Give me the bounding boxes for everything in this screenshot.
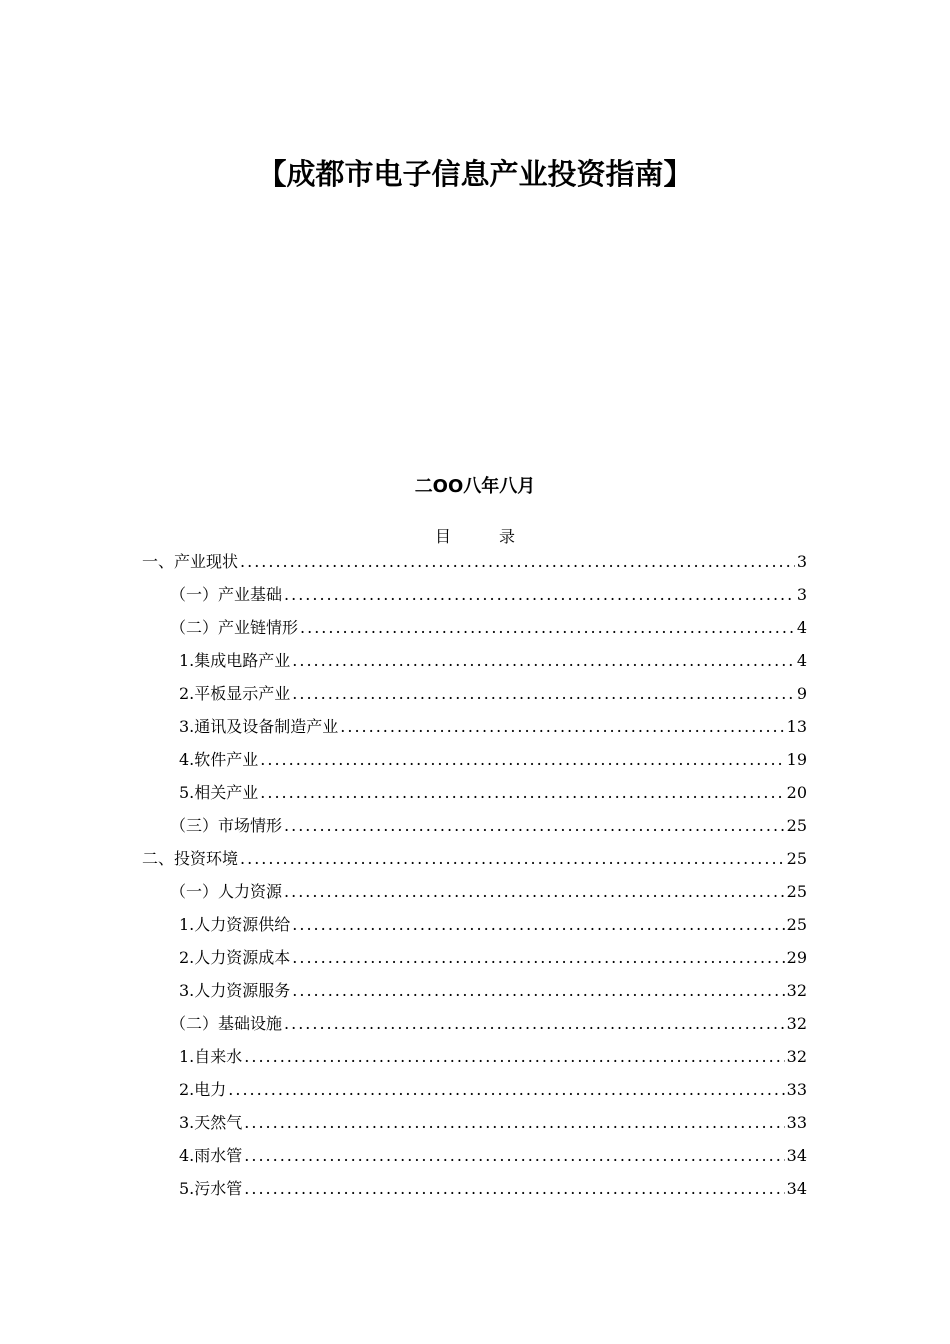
toc-entry[interactable] (142, 875, 807, 908)
document-title: 【成都市电子信息产业投资指南】 (257, 157, 693, 191)
toc-entry-page: 25 (786, 816, 807, 835)
toc-entry-label: （三）市场情形 (170, 816, 283, 835)
toc-entry-page: 19 (786, 750, 807, 769)
toc-entry-page: 3 (796, 585, 807, 604)
toc-leader-dots (340, 710, 784, 743)
toc-entry-page: 13 (786, 717, 807, 736)
toc-entry-page: 9 (796, 684, 807, 703)
toc-entry-label: 2.电力 (179, 1080, 227, 1099)
toc-leader-dots (284, 875, 785, 908)
toc-entry-page: 33 (786, 1080, 807, 1099)
toc-entry-label: 3.人力资源服务 (179, 981, 291, 1000)
toc-entry-label: （一）产业基础 (170, 585, 283, 604)
toc-entry[interactable] (142, 743, 807, 776)
toc-entry-label: 2.平板显示产业 (179, 684, 291, 703)
toc-entry-label: 5.污水管 (179, 1179, 243, 1198)
toc-entry-page: 33 (786, 1113, 807, 1132)
toc-leader-dots (240, 842, 785, 875)
toc-entry-label: 1.人力资源供给 (179, 915, 291, 934)
toc-leader-dots (292, 974, 784, 1007)
toc-entry-page: 32 (786, 1014, 807, 1033)
toc-entry-page: 25 (786, 915, 807, 934)
toc-entry-label: （二）产业链情形 (170, 618, 299, 637)
toc-entry[interactable] (142, 710, 807, 743)
toc-leader-dots (300, 611, 795, 644)
toc-leader-dots (244, 1106, 784, 1139)
toc-entry[interactable] (142, 1139, 807, 1172)
toc-entry-label: 1.自来水 (179, 1047, 243, 1066)
toc-entry-label: （一）人力资源 (170, 882, 283, 901)
toc-leader-dots (292, 677, 795, 710)
toc-leader-dots (260, 776, 784, 809)
toc-entry-page: 3 (796, 552, 807, 571)
toc-entry[interactable] (142, 842, 807, 875)
toc-entry-label: 5.相关产业 (179, 783, 259, 802)
toc-entry-page: 34 (786, 1179, 807, 1198)
toc-entry[interactable] (142, 908, 807, 941)
toc-entry-page: 25 (786, 849, 807, 868)
toc-leader-dots (244, 1040, 784, 1073)
toc-entry-label: 3.通讯及设备制造产业 (179, 717, 339, 736)
toc-entry-label: 1.集成电路产业 (179, 651, 291, 670)
document-date: 二OO八年八月 (414, 476, 536, 497)
toc-entry[interactable] (142, 1172, 807, 1205)
toc-entry-page: 4 (796, 651, 807, 670)
toc-leader-dots (240, 545, 795, 578)
toc-entry-page: 34 (786, 1146, 807, 1165)
toc-entry-page: 4 (796, 618, 807, 637)
toc-entry-page: 29 (786, 948, 807, 967)
toc-entry-label: 2.人力资源成本 (179, 948, 291, 967)
toc-entry[interactable] (142, 1007, 807, 1040)
toc-entry[interactable] (142, 644, 807, 677)
toc-entry[interactable] (142, 1040, 807, 1073)
toc-entry-label: （二）基础设施 (170, 1014, 283, 1033)
toc-entry-page: 32 (786, 1047, 807, 1066)
toc-leader-dots (284, 809, 785, 842)
toc-entry-page: 25 (786, 882, 807, 901)
toc-leader-dots (244, 1139, 784, 1172)
toc-entry[interactable] (142, 611, 807, 644)
table-of-contents (142, 545, 807, 1205)
toc-entry[interactable] (142, 545, 807, 578)
toc-entry-label: 3.天然气 (179, 1113, 243, 1132)
toc-leader-dots (284, 578, 795, 611)
toc-leader-dots (292, 908, 784, 941)
toc-leader-dots (260, 743, 784, 776)
toc-entry[interactable] (142, 776, 807, 809)
toc-entry-label: 二、投资环境 (142, 849, 239, 868)
toc-entry[interactable] (142, 809, 807, 842)
toc-entry[interactable] (142, 1073, 807, 1106)
toc-entry[interactable] (142, 677, 807, 710)
toc-entry-label: 4.雨水管 (179, 1146, 243, 1165)
toc-entry-page: 32 (786, 981, 807, 1000)
toc-entry[interactable] (142, 941, 807, 974)
toc-entry-page: 20 (786, 783, 807, 802)
toc-leader-dots (284, 1007, 785, 1040)
toc-leader-dots (292, 941, 784, 974)
toc-entry-label: 4.软件产业 (179, 750, 259, 769)
toc-leader-dots (244, 1172, 784, 1205)
toc-leader-dots (228, 1073, 784, 1106)
toc-entry-label: 一、产业现状 (142, 552, 239, 571)
toc-entry[interactable] (142, 1106, 807, 1139)
toc-entry[interactable] (142, 578, 807, 611)
toc-heading: 目录 (434, 527, 563, 546)
toc-leader-dots (292, 644, 795, 677)
toc-entry[interactable] (142, 974, 807, 1007)
